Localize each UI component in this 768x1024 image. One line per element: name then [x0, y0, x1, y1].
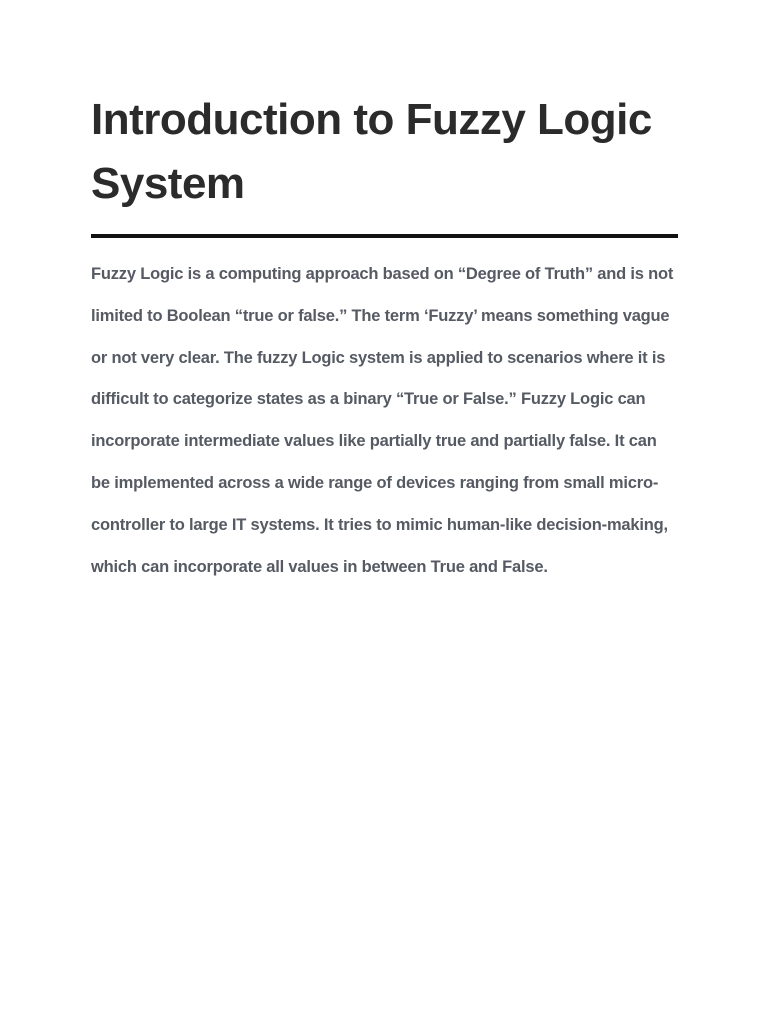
- title-divider: [91, 234, 678, 238]
- document-page: [91, 88, 678, 588]
- body-paragraph: Fuzzy Logic is a computing approach based on “Degree of Truth” and is not limited to Boolean “true or false.” The term ‘Fuzzy’ means something vague or not very clear. The fuzzy Logic system is applied to scenarios where it is difficult to categorize states as a binary “True or False.” Fuzzy Logic can incorporate intermediate values like partially true and partially false. It can be implemented across a wide range of devices ranging from small micro-controller to large IT systems. It tries to mimic human-like decision-making, which can incorporate all values in between True and False.: [91, 265, 674, 576]
- page-title: Introduction to Fuzzy Logic System: [91, 95, 652, 208]
